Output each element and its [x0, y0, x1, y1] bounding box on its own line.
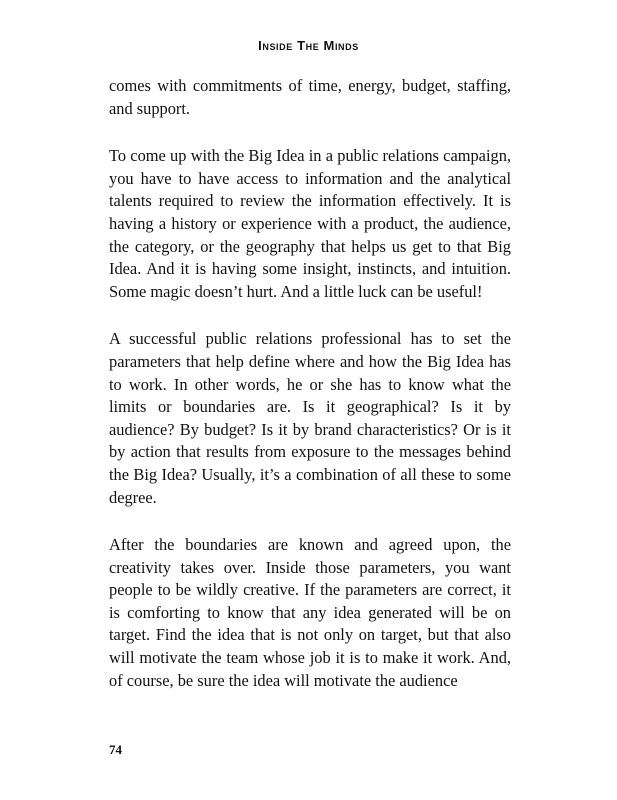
page-body — [109, 75, 511, 717]
paragraph-4: After the boundaries are known and agreed upon, the creativity takes over. Inside those parameters, you want people to be wildly creative. If the parameters are correct, it is comforting to know that any idea generated will be on target. Find the idea that is not only on target, but that also will motivate the team whose job it is to make it work. And, of course, be sure the idea will motivate the audience — [109, 535, 511, 690]
paragraph-1: comes with commitments of time, energy, budget, staffing, and support. — [109, 76, 511, 118]
running-header: Inside The Minds — [258, 38, 359, 53]
page-number: 74 — [109, 742, 122, 757]
paragraph-2: To come up with the Big Idea in a public relations campaign, you have to have access to information and the analytical talents required to review the information effectively. It is having a history or experience with a product, the audience, the category, or the geography that helps us get to that Big Idea. And it is having some insight, instincts, and intuition. Some magic doesn’t hurt. And a little luck can be useful! — [109, 146, 511, 301]
paragraph-3: A successful public relations professional has to set the parameters that help define where and how the Big Idea has to work. In other words, he or she has to know what the limits or boundaries are. Is it geographical? Is it by audience? By budget? Is it by brand characteristics? Or is it by action that results from exposure to the messages behind the Big Idea? Usually, it’s a combination of all these to some degree. — [109, 329, 511, 507]
